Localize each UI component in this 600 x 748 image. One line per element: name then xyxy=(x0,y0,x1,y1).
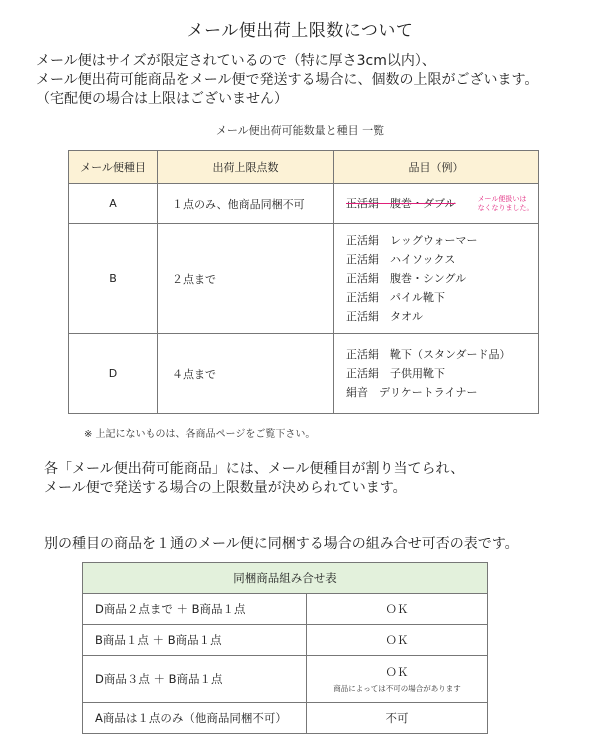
header-items: 品目（例） xyxy=(334,151,539,184)
intro-line: メール便出荷可能商品をメール便で発送する場合に、個数の上限がございます。 xyxy=(36,72,539,88)
header-limit: 出荷上限点数 xyxy=(158,151,334,184)
combo-cell: A商品は１点のみ（他商品同梱不可） xyxy=(83,703,307,734)
intro-paragraph xyxy=(36,52,538,109)
table-row xyxy=(69,184,539,224)
combo-cell: D商品３点 ＋ B商品１点 xyxy=(83,656,307,703)
footnote: ※ 上記にないものは、各商品ページをご覧下さい。 xyxy=(84,429,316,440)
intro-line: （宅配便の場合は上限はございません） xyxy=(36,91,288,107)
items-cell xyxy=(334,184,539,224)
list-item: 正活絹 パイル靴下 xyxy=(346,291,445,304)
table-header-row xyxy=(83,563,488,594)
kind-cell: A xyxy=(69,184,158,224)
table-row xyxy=(83,703,488,734)
intro-line: メール便はサイズが限定されているので（特に厚さ3cm以内）、 xyxy=(36,53,436,69)
list-item: 正活絹 腹巻・シングル xyxy=(346,272,467,285)
limit-cell: １点のみ、他商品同梱不可 xyxy=(158,184,334,224)
kind-cell: B xyxy=(69,224,158,334)
limit-cell: ４点まで xyxy=(158,334,334,414)
combo-cell: B商品１点 ＋ B商品１点 xyxy=(83,625,307,656)
table-header-row xyxy=(69,151,539,184)
result-note: 商品によっては不可の場合があります xyxy=(333,684,461,693)
items-cell xyxy=(334,224,539,334)
items-cell xyxy=(334,334,539,414)
kind-cell: D xyxy=(69,334,158,414)
bundle-combination-table xyxy=(82,562,488,734)
combination-intro: 別の種目の商品を１通のメール便に同梱する場合の組み合せ可否の表です。 xyxy=(44,536,519,552)
discontinued-item: 正活絹 腹巻・ダブル xyxy=(346,197,456,210)
combo-cell: D商品２点まで ＋ B商品１点 xyxy=(83,594,307,625)
paragraph-line: 各「メール便出荷可能商品」には、メール便種目が割り当てられ、 xyxy=(44,461,465,477)
result-cell xyxy=(307,656,488,703)
list-item: 正活絹 靴下（スタンダード品） xyxy=(346,348,511,361)
assignment-paragraph xyxy=(44,460,464,498)
result-cell: ＯＫ xyxy=(307,625,488,656)
page-title: メール便出荷上限数について xyxy=(186,21,414,41)
discontinued-note: メール便扱いは なくなりました。 xyxy=(477,194,534,212)
list-item: 正活絹 レッグウォーマー xyxy=(346,234,478,247)
list-item: 正活絹 タオル xyxy=(346,310,423,323)
list-item: 正活絹 ハイソックス xyxy=(346,253,456,266)
result-cell: ＯＫ xyxy=(307,594,488,625)
shipping-limit-table xyxy=(68,150,539,414)
table-row xyxy=(83,594,488,625)
header-kind: メール便種目 xyxy=(69,151,158,184)
table-row xyxy=(83,656,488,703)
table-row xyxy=(83,625,488,656)
table-row xyxy=(69,334,539,414)
result-value: ＯＫ xyxy=(385,665,409,679)
list-item: 絹音 デリケートライナー xyxy=(346,386,478,399)
list-item: 正活絹 子供用靴下 xyxy=(346,367,445,380)
limit-cell: ２点まで xyxy=(158,224,334,334)
table1-caption: メール便出荷可能数量と種目 一覧 xyxy=(215,124,385,137)
paragraph-line: メール便で発送する場合の上限数量が決められています。 xyxy=(44,480,407,496)
result-cell: 不可 xyxy=(307,703,488,734)
combination-header: 同梱商品組み合せ表 xyxy=(83,563,488,594)
table-row xyxy=(69,224,539,334)
